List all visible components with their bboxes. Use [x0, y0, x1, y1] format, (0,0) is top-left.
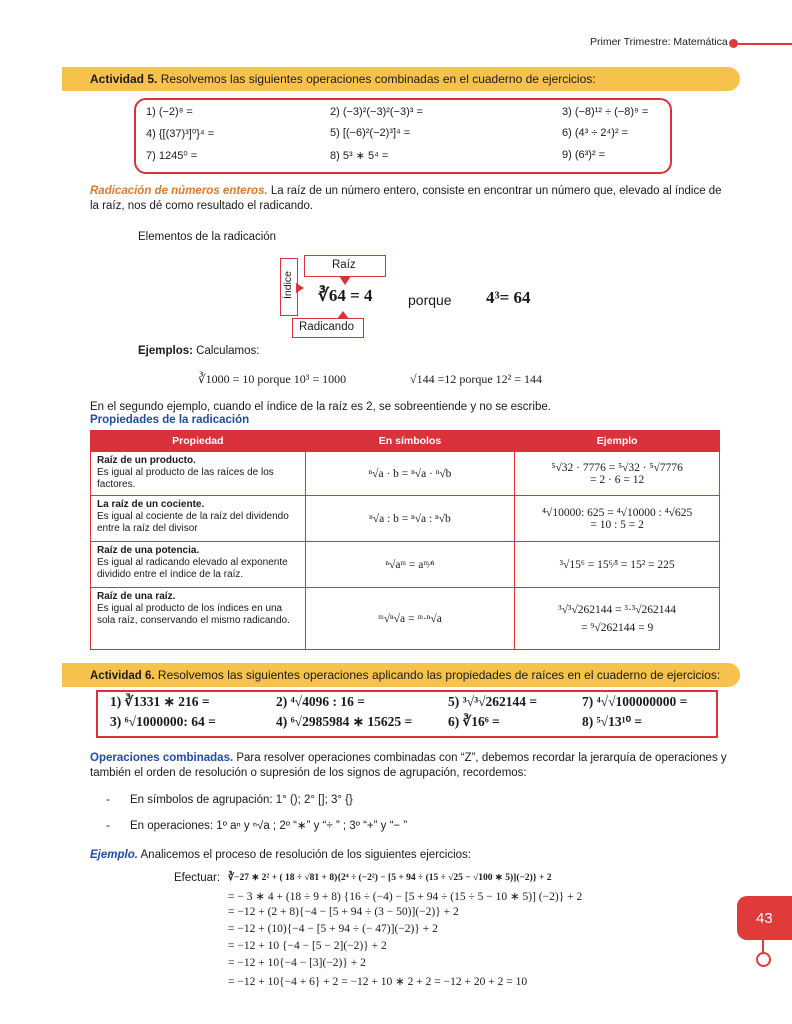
exercise-item: 2) (−3)²(−3)²(−3)³ = — [330, 106, 423, 118]
porque-word: porque — [408, 292, 452, 308]
example-cell — [515, 496, 720, 542]
activity5-banner — [62, 67, 740, 91]
operaciones-title: Operaciones combinadas. — [90, 752, 234, 764]
calc-step: = −12 + (2 + 8){−4 − [5 + 94 ÷ (3 − 50)](−2)} + 2 — [228, 906, 459, 918]
bullet-dash: - — [106, 820, 110, 832]
exercise-item: 1) (−2)⁸ = — [146, 106, 193, 118]
property-cell — [91, 542, 306, 588]
symbol-cell: ⁿ√aᵐ = aᵐ⁄ⁿ — [305, 542, 515, 588]
ejemplos-text: Calculamos: — [192, 345, 260, 357]
calc-expression: ∛−27 ∗ 2² + ( 18 ÷ √81 + 8){2⁴ ÷ (−2²) − [5 + 94 ÷ (15 ÷ √25 − √100 ∗ 5)](−2)} + 2 — [228, 873, 552, 883]
exercise-item: 9) (6³)² = — [562, 149, 606, 161]
exercise-item: 4) ⁶√2985984 ∗ 15625 = — [276, 714, 413, 729]
column-header: En símbolos — [305, 431, 515, 452]
example-line: = 10 : 5 = 2 — [590, 518, 644, 531]
exercise-item: 4) {[(37)³]⁰}⁴ = — [146, 128, 215, 140]
exercise-item: 7) 1245⁰ = — [146, 150, 198, 162]
example-line: = ⁹√262144 = 9 — [581, 621, 654, 634]
example-line: ³√³√262144 = ³·³√262144 — [558, 603, 677, 616]
property-cell — [91, 452, 306, 496]
column-header: Ejemplo — [515, 431, 720, 452]
bullet-dash: - — [106, 794, 110, 806]
exercise-item: 2) ⁴√4096 : 16 = — [276, 694, 365, 709]
operaciones-paragraph — [90, 751, 730, 781]
table-row — [91, 452, 720, 496]
exercise-item: 3) (−8)¹² ÷ (−8)⁹ = — [562, 106, 649, 118]
operaciones-text: Para resolver operaciones combinadas con “Z”, debemos recordar la jerarquía de operaciones y también el orden de resolución o supresión de los signos de agrupación, recordemos: — [90, 752, 727, 779]
symbol-cell: ⁿ√a · b = ⁿ√a · ⁿ√b — [305, 452, 515, 496]
radication-formula: ∛64 = 4 — [318, 286, 373, 305]
table-row — [91, 496, 720, 542]
indice-label: Índice — [282, 270, 294, 300]
symbol-cell: ᵐ√ⁿ√a = ᵐ·ⁿ√a — [305, 588, 515, 650]
bullet-grouping: En símbolos de agrupación: 1° (); 2° []; 3° {} — [130, 794, 353, 806]
exercise-item: 8) ⁵√13¹⁰ = — [582, 714, 643, 729]
example-square-root: √144 =12 porque 12² = 144 — [410, 372, 543, 386]
index-note: En el segundo ejemplo, cuando el índice de la raíz es 2, se sobreentiende y no se escribe. — [90, 401, 551, 413]
ejemplo-line — [90, 848, 471, 863]
exercise-item: 5) [(−6)²(−2)³]⁴ = — [330, 127, 411, 139]
exercise-item: 8) 5³ ∗ 5⁴ = — [330, 150, 389, 162]
calc-step: = −12 + (10){−4 − [5 + 94 ÷ (− 47)](−2)} + 2 — [228, 923, 438, 935]
example-cell — [515, 542, 720, 588]
radicacion-text: La raíz de un número entero, consiste en encontrar un número que, elevado al índice de la raíz, nos dé como resultado el radicando. — [90, 185, 722, 212]
example-line: = 2 · 6 = 12 — [590, 473, 645, 486]
indice-arrow-icon — [296, 283, 304, 293]
elements-title: Elementos de la radicación — [138, 231, 277, 243]
calc-step: = − 3 ∗ 4 + (18 ÷ 9 + 8) {16 ÷ (−4) − [5 + 94 ÷ (15 ÷ 5 − 10 ∗ 5)] (−2)} + 2 — [228, 891, 583, 903]
calc-step: = −12 + 10{−4 − [3](−2)} + 2 — [228, 957, 366, 969]
exercise-item: 6) ∛16⁶ = — [448, 714, 500, 729]
propiedades-title: Propiedades de la radicación — [90, 414, 250, 426]
property-name: Raíz de una raíz. — [97, 591, 176, 602]
verification-formula: 4³= 64 — [486, 288, 531, 307]
property-desc: Es igual al producto de los índices en una sola raíz, conservando el mismo radicando. — [97, 603, 290, 626]
example-cell — [515, 452, 720, 496]
table-row — [91, 588, 720, 650]
example-cell — [515, 588, 720, 650]
example-line: ⁴√10000: 625 = ⁴√10000 : ⁴√625 — [542, 506, 693, 519]
exercise-item: 3) ⁶√1000000: 64 = — [110, 714, 216, 729]
example-cube-root: ∛1000 = 10 porque 10³ = 1000 — [198, 372, 347, 386]
exercise-item: 6) (4³ ÷ 2⁴)² = — [562, 127, 629, 139]
property-cell — [91, 496, 306, 542]
calc-step: = −12 + 10 {−4 − [5 − 2](−2)} + 2 — [228, 940, 387, 952]
activity6-banner — [62, 663, 740, 687]
activity6-text: Resolvemos las siguientes operaciones aplicando las propiedades de raíces en el cuaderno de ejercicios: — [154, 668, 721, 682]
property-desc: Es igual al cociente de la raíz del dividendo entre la raíz del divisor — [97, 511, 289, 534]
header-dot-icon — [729, 39, 738, 48]
property-name: Raíz de un producto. — [97, 455, 196, 466]
bullet-operations: En operaciones: 1º aⁿ y ⁿ√a ; 2º “∗” y “÷ ” ; 3º “+” y “− ” — [130, 820, 408, 832]
page-number: 43 — [756, 910, 773, 927]
property-desc: Es igual al producto de las raíces de los factores. — [97, 467, 274, 490]
ejemplos-line — [138, 344, 259, 359]
example-line: ³√15⁶ = 15⁶⁄³ = 15² = 225 — [559, 558, 675, 571]
calc-step: = −12 + 10{−4 + 6} + 2 = −12 + 10 ∗ 2 + 2 = −12 + 20 + 2 = 10 — [228, 976, 528, 988]
property-name: Raíz de una potencia. — [97, 545, 200, 556]
activity6-label: Actividad 6. — [90, 670, 155, 682]
running-header: Primer Trimestre: Matemática — [590, 36, 728, 48]
page-tab-ring-icon — [756, 952, 771, 967]
property-desc: Es igual al radicando elevado al exponente dividido entre el índice de la raíz. — [97, 557, 288, 580]
radicando-label: Radicando — [299, 321, 354, 333]
efectuar-label: Efectuar: — [174, 872, 221, 884]
raiz-arrow-icon — [339, 276, 351, 285]
example-line: ⁵√32 · 7776 = ⁵√32 · ⁵√7776 — [551, 461, 683, 474]
property-cell — [91, 588, 306, 650]
ejemplo-label: Ejemplo. — [90, 849, 138, 861]
activity5-text: Resolvemos las siguientes operaciones combinadas en el cuaderno de ejercicios: — [157, 72, 596, 86]
radicacion-title: Radicación de números enteros. — [90, 185, 268, 197]
radicacion-paragraph — [90, 184, 730, 214]
column-header: Propiedad — [91, 431, 306, 452]
exercise-item: 5) ³√³√262144 = — [448, 694, 538, 709]
table-header-row — [91, 431, 720, 452]
header-rule — [738, 43, 792, 45]
table-row — [91, 542, 720, 588]
symbol-cell: ⁿ√a : b = ⁿ√a : ⁿ√b — [305, 496, 515, 542]
property-name: La raíz de un cociente. — [97, 499, 205, 510]
properties-table — [90, 430, 720, 650]
activity5-label: Actividad 5. — [90, 72, 158, 86]
raiz-label: Raíz — [332, 259, 356, 271]
ejemplo-text: Analicemos el proceso de resolución de los siguientes ejercicios: — [137, 849, 471, 861]
exercise-item: 1) ∛1331 ∗ 216 = — [110, 694, 210, 709]
ejemplos-label: Ejemplos: — [138, 345, 193, 357]
exercise-item: 7) ⁴√√100000000 = — [582, 694, 688, 709]
